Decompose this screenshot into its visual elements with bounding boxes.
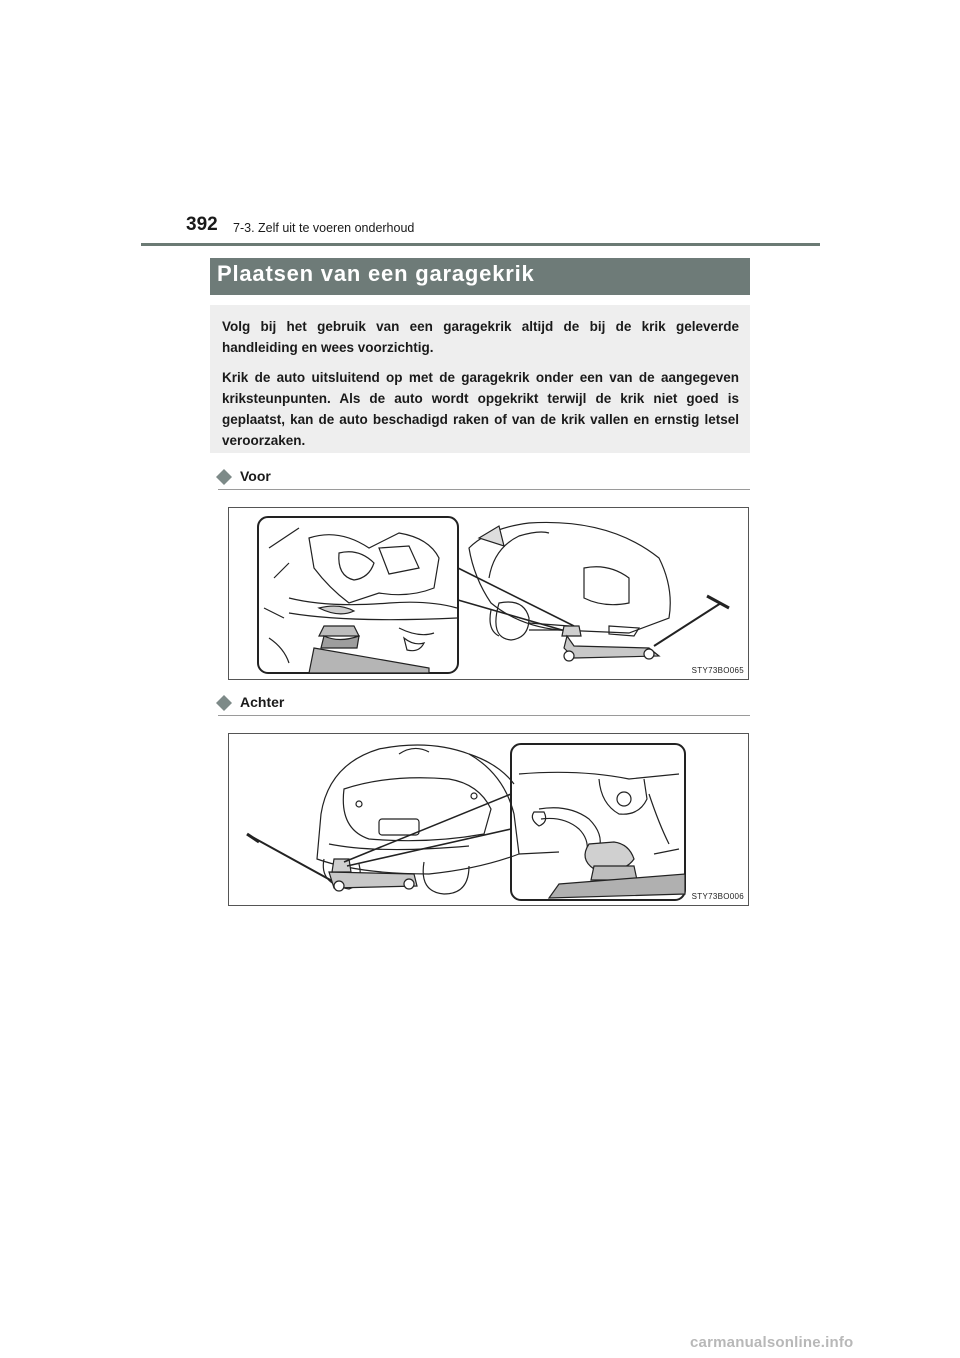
intro-box [210, 305, 750, 453]
page-title: Plaatsen van een garagekrik [210, 258, 750, 295]
front-jack-illustration [229, 508, 749, 680]
subheading-rear-rule [218, 715, 750, 716]
intro-paragraph-1: Volg bij het gebruik van een garagekrik altijd de bij de krik geleverde handleiding en wees voorzichtig. [222, 319, 739, 355]
subheading-rear [218, 694, 284, 710]
header-rule [141, 243, 820, 246]
subheading-front [218, 468, 271, 484]
intro-paragraph-2: Krik de auto uitsluitend op met de garagekrik onder een van de aangegeven kriksteunpunten. Als de auto wordt opgekrikt terwijl de krik niet goed is geplaatst, kan de auto beschadigd raken of van de krik vallen en ernstig letsel veroorzaken. [222, 370, 739, 448]
page-number: 392 [186, 214, 218, 235]
diamond-icon [218, 696, 230, 708]
figure-front-code: STY73BO065 [691, 666, 744, 675]
rear-jack-illustration [229, 734, 749, 906]
figure-rear-code: STY73BO006 [691, 892, 744, 901]
figure-rear-jack-point [228, 733, 749, 906]
watermark: carmanualsonline.info [690, 1334, 854, 1351]
section-reference: 7-3. Zelf uit te voeren onderhoud [233, 221, 415, 235]
diamond-icon [218, 470, 230, 482]
subheading-front-label: Voor [240, 468, 271, 484]
figure-front-jack-point [228, 507, 749, 680]
subheading-front-rule [218, 489, 750, 490]
subheading-rear-label: Achter [240, 694, 285, 710]
